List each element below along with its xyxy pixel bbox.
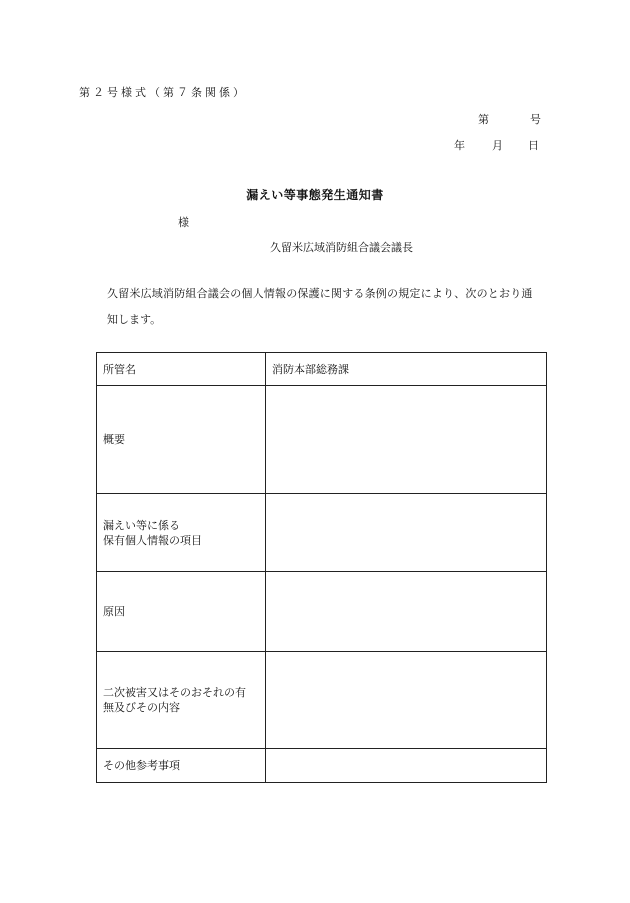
- table-row: [97, 749, 547, 783]
- document-number: [478, 111, 541, 127]
- date-year-label: 年: [454, 139, 465, 152]
- row-label-leaked-items: 漏えい等に係る 保有個人情報の項目: [97, 494, 266, 572]
- document-date: [454, 137, 539, 153]
- row-value-cause[interactable]: [266, 572, 547, 652]
- notice-body: [107, 281, 552, 333]
- row-label-other-notes: その他参考事項: [97, 749, 266, 783]
- notice-body-line-1: 久留米広域消防組合議会の個人情報の保護に関する条例の規定により、次のとおり通: [107, 287, 533, 300]
- row-label-cause: 原因: [97, 572, 266, 652]
- row-value-leaked-items[interactable]: [266, 494, 547, 572]
- row-value-summary[interactable]: [266, 386, 547, 494]
- document-title: 漏えい等事態発生通知書: [246, 188, 384, 202]
- row-value-department[interactable]: 消防本部総務課: [266, 353, 547, 386]
- row-label-summary: 概要: [97, 386, 266, 494]
- notification-table: [96, 352, 547, 783]
- addressee-suffix: 様: [178, 216, 189, 229]
- table-row: [97, 353, 547, 386]
- date-day-label: 日: [528, 139, 539, 152]
- table-row: [97, 572, 547, 652]
- form-number: 第２号様式（第７条関係）: [79, 86, 247, 99]
- row-value-secondary-damage[interactable]: [266, 652, 547, 749]
- date-month-label: 月: [492, 139, 503, 152]
- row-value-other-notes[interactable]: [266, 749, 547, 783]
- document-number-suffix: 号: [530, 113, 541, 126]
- sender-name: 久留米広域消防組合議会議長: [270, 241, 413, 254]
- row-label-secondary-damage: 二次被害又はそのおそれの有 無及びその内容: [97, 652, 266, 749]
- notice-body-line-2: 知します。: [107, 313, 162, 326]
- row-label-department: 所管名: [97, 353, 266, 386]
- table-row: [97, 494, 547, 572]
- document-number-prefix: 第: [478, 113, 489, 126]
- table-row: [97, 652, 547, 749]
- table-row: [97, 386, 547, 494]
